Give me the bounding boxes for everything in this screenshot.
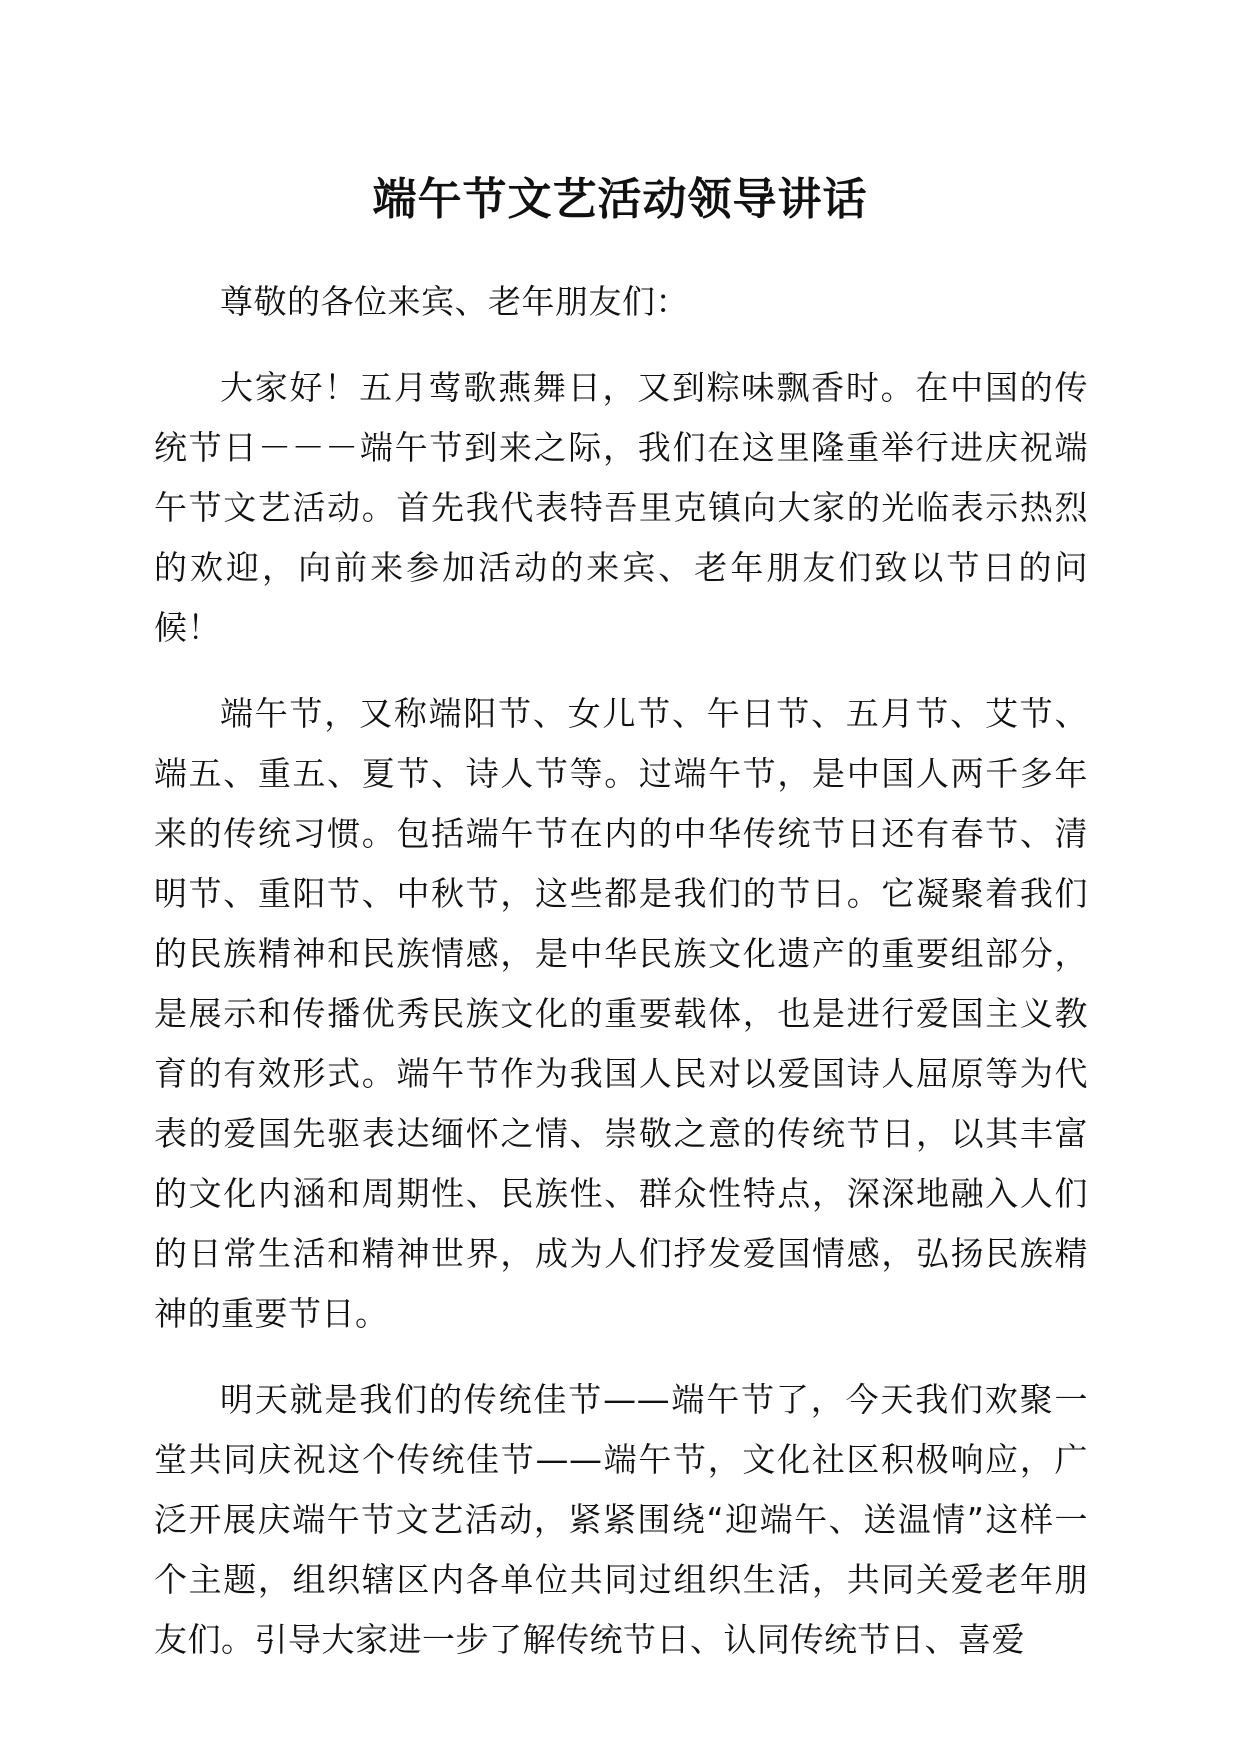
document-body xyxy=(154,272,1088,1696)
activity-paragraph: 明天就是我们的传统佳节——端午节了，今天我们欢聚一堂共同庆祝这个传统佳节——端午节，文化社区积极响应，广泛开展庆端午节文艺活动，紧紧围绕“迎端午、送温情”这样一个主题，组织辖区内各单位共同过组织生活，共同关爱老年朋友们。引导大家进一步了解传统节日、认同传统节日、喜爱 xyxy=(154,1380,1088,1659)
salutation-paragraph: 尊敬的各位来宾、老年朋友们： xyxy=(220,282,689,321)
document-title: 端午节文艺活动领导讲话 xyxy=(372,174,868,225)
festival-intro-paragraph: 端午节，又称端阳节、女儿节、午日节、五月节、艾节、端五、重五、夏节、诗人节等。过端午节，是中国人两千多年来的传统习惯。包括端午节在内的中华传统节日还有春节、清明节、重阳节、中秋节，这些都是我们的节日。它凝聚着我们的民族精神和民族情感，是中华民族文化遗产的重要组部分，是展示和传播优秀民族文化的重要载体，也是进行爱国主义教育的有效形式。端午节作为我国人民对以爱国诗人屈原等为代表的爱国先驱表达缅怀之情、崇敬之意的传统节日，以其丰富的文化内涵和周期性、民族性、群众性特点，深深地融入人们的日常生活和精神世界，成为人们抒发爱国情感，弘扬民族精神的重要节日。 xyxy=(154,694,1088,1333)
greeting-paragraph: 大家好！五月莺歌燕舞日，又到粽味飘香时。在中国的传统节日－－－端午节到来之际，我们在这里隆重举行进庆祝端午节文艺活动。首先我代表特吾里克镇向大家的光临表示热烈的欢迎，向前来参加活动的来宾、老年朋友们致以节日的问候！ xyxy=(154,368,1088,647)
